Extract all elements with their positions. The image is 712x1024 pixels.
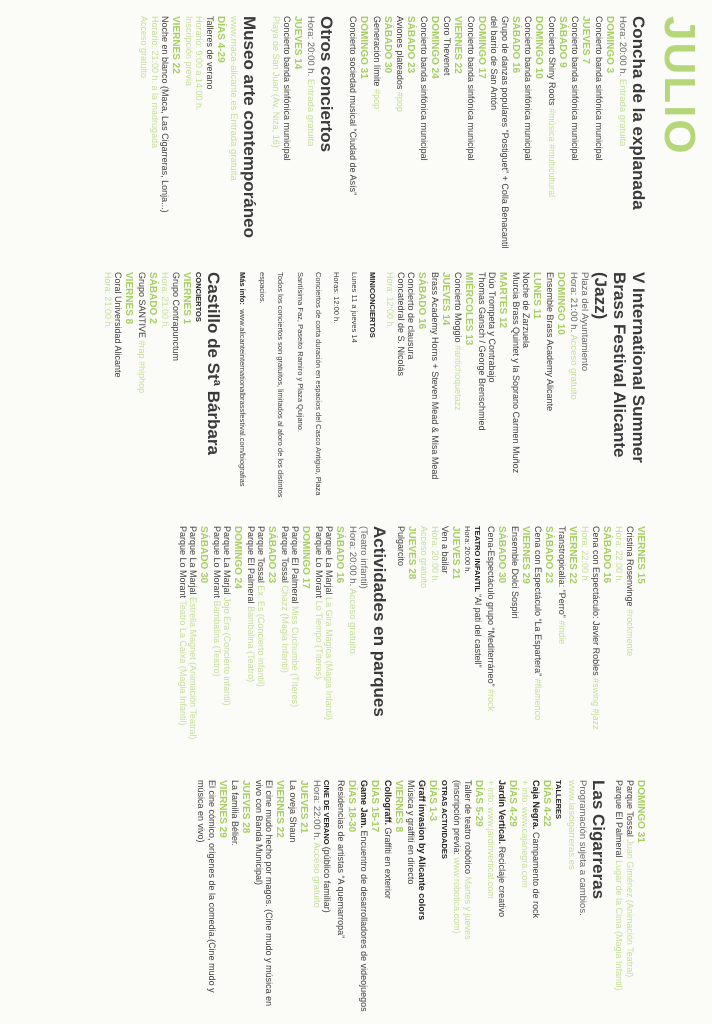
cine-entrada: Acceso gratuito — [311, 842, 322, 908]
event-tag: #pop — [372, 89, 382, 110]
event-text: La oveja Shaun — [288, 780, 298, 843]
event-day: DOMINGO 10 — [533, 16, 545, 79]
event-day: DOMINGO 24 — [429, 16, 440, 79]
event-text: Concierto banda sinfónica municipal — [523, 16, 534, 161]
free-note: Todos los conciertos son gratuitos, limitados al aforo de los distintos espacios. — [258, 272, 285, 498]
section-brass — [235, 272, 648, 508]
section-museo — [139, 16, 259, 252]
cigarreras-url[interactable]: www.lascigarreras.es — [566, 780, 577, 870]
event-tag: Lo Tiempo (Títeres) — [314, 600, 324, 680]
event-text: Cena con Espectáculo: Javier Robles — [591, 526, 601, 676]
cine-sub: (público familiar) — [322, 846, 333, 913]
event-day: DOMINGO 10 — [555, 272, 566, 335]
event-text: Grupo Contrapunctum — [171, 272, 181, 362]
mini-hora: Horas: 12:00 h. — [332, 272, 341, 324]
event-day: VIERNES 22 — [567, 526, 578, 584]
month-title: JULIO — [655, 16, 704, 156]
event-hora: Hora: 22:00 h. — [580, 526, 591, 584]
event-text: Ensemble Dolci Sospiri — [510, 526, 520, 619]
event-bold: Jardín Vertical. — [497, 780, 507, 845]
event-tag: Martes y jueves — [463, 876, 473, 940]
event-day: JUEVES 21 — [450, 526, 462, 580]
event-tag: #indie — [557, 620, 567, 645]
museo-sub: www.maca-alicante.es Entrada gratuita — [228, 16, 239, 181]
event-text: Parque El Palmeral — [246, 526, 256, 604]
info-label: Más info: — [238, 272, 247, 305]
otros-hora: Hora: 20:00 h. — [305, 16, 316, 77]
event-text: Concierto Shiny Roots — [547, 16, 557, 106]
event-text: Parque Lo Morant — [314, 526, 324, 599]
otros-entrada: Entrada gratuita — [305, 78, 316, 147]
event-text: Parque Lo Morant — [178, 526, 188, 599]
column-3 — [172, 526, 649, 762]
event-tag: Ex. Es (Concierto infantil) — [256, 585, 267, 687]
event-text: Grupo SANTIVE — [137, 272, 147, 339]
event-text: Concierto banda sinfónica municipal — [594, 16, 604, 161]
event-text: Parque La Marjal — [222, 526, 233, 595]
event-text: Parque El Palmeral — [614, 780, 625, 858]
cine-hora: Hora: 22:00 h. — [311, 780, 322, 841]
event-bold: Game Jam. — [359, 780, 370, 829]
event-text: (inscripción previa: — [452, 780, 463, 856]
event-detail: Inscripción previa — [184, 16, 194, 87]
event-text: Ven a bailar — [440, 526, 451, 574]
talleres-label: TALLERES — [554, 780, 563, 820]
brass-title: V International Summer Brass Festival Alicante (Jazz) — [591, 272, 648, 463]
event-day: VIERNES 29 — [520, 526, 531, 584]
event-tag: La Gira Mágica (Magia Infantil) — [324, 597, 335, 721]
event-day: DOMINGO 17 — [300, 526, 312, 589]
mini-title: MINICONCIERTOS — [368, 272, 377, 338]
event-place: Concatedral de S. Nicolás — [396, 272, 406, 377]
event-day: VIERNES 22 — [170, 16, 182, 74]
event-text: La familia Bélier. — [230, 780, 241, 847]
event-tag: Miss Cuchumbé (Títeres) — [290, 606, 301, 708]
event-text: Dúo Trompeta y Contrabajo — [487, 272, 498, 383]
column-1 — [133, 16, 648, 252]
event-detail: Horario: 21:00 h. a la madrugada — [150, 16, 160, 149]
event-text: Coral Universidad Alicante — [113, 272, 124, 378]
event-day: DÍAS 1-3 — [427, 780, 438, 822]
event-tag: #antichoquetazz — [453, 345, 464, 411]
concha-title: Concha de la explanada — [629, 16, 648, 210]
event-day: DÍAS 4-29 — [215, 16, 226, 63]
event-tag: #pop — [395, 91, 406, 112]
event-text: Parque La Marjal — [324, 526, 335, 595]
section-parques — [178, 526, 390, 762]
event-text: Concierto de clausura — [406, 272, 417, 360]
event-tag: #rap #hiphop — [137, 340, 147, 394]
event-hora: Hora: 21:00 h. — [103, 272, 113, 330]
column-4 — [190, 780, 648, 1016]
event-day: SÁBADO 30 — [198, 526, 210, 584]
event-tag: #flamenco — [533, 678, 544, 721]
event-day: DÍAS 5-29 — [473, 780, 484, 827]
event-day: DÍAS 18-30 — [346, 780, 357, 833]
cine-label: CINE DE VERANO — [322, 780, 332, 845]
event-text: Música y graffiti en directo — [406, 780, 417, 885]
event-tag: Lugar de la Cima (Magia Infantil) — [614, 860, 625, 991]
concha-hora: Hora: 20:00 h. — [617, 16, 628, 77]
event-text: Cristina Rosenvinge — [625, 526, 635, 607]
event-text: Concierto banda sinfónica municipal — [466, 16, 476, 161]
event-day: VIERNES 22 — [274, 780, 286, 838]
event-text: Parque Tossal — [256, 526, 267, 583]
otros-title: Otros conciertos — [317, 16, 336, 153]
event-tag: #música #multicultural — [547, 108, 557, 198]
column-2 — [97, 272, 649, 508]
event-text: Parque La Marjal — [188, 526, 199, 595]
section-otros — [271, 16, 336, 252]
castillo-title: Castillo de Stª Bárbara — [204, 272, 223, 455]
event-text: Parque Tossal — [625, 780, 635, 837]
event-tag: Juan Giménez (Animación Teatral) — [625, 839, 635, 978]
parques-hora: Hora: 20:00 h. — [347, 526, 359, 587]
event-text: Concierto banda sinfónica municipal — [419, 16, 429, 161]
event-text: Concierto banda sinfónica municipal — [570, 16, 581, 161]
event-day: VIERNES 22 — [452, 16, 464, 74]
event-text: Parque Lo Morant — [212, 526, 222, 599]
event-day: JUEVES 28 — [240, 780, 252, 834]
event-day: JUEVES 14 — [292, 16, 303, 70]
event-text: Concierto Moggio — [453, 272, 464, 343]
event-day: MIÉRCOLES 13 — [463, 272, 475, 346]
event-tag: + info: www.cajanegra.com — [520, 780, 531, 888]
event-day: SÁBADO 23 — [543, 526, 555, 584]
parques-sub: (Teatro infantil) — [358, 526, 370, 589]
event-tag: Estrella Magnet (Animación Teatral) — [188, 597, 199, 740]
cigarreras-sub: Programación sujeta a cambios. — [577, 780, 588, 916]
event-text: Concierto banda sinfónica municipal — [282, 16, 292, 161]
event-day: DOMINGO 31 — [358, 16, 370, 79]
event-text: Aviones plateados — [395, 16, 406, 90]
event-text: Talleres de verano — [205, 16, 215, 90]
event-text: El cine mudo hecho por magos. (Cine mudo y música en vivo con Banda Municipal) — [254, 780, 275, 1007]
event-tag: #rockmente — [625, 609, 635, 657]
section-castillo — [103, 272, 224, 508]
teatro-text: “Al pati del castell” — [473, 594, 483, 668]
mini-text: Conciertos de corta duración en espacios del Casco Antiguo, Plaza Santísima Faz, Paseito Ramiro y Plaza Quijano. — [296, 272, 323, 496]
event-detail: Horario: 9:00 a 14:00 h. — [194, 16, 205, 111]
event-tag: Teatro La Caixa (Magia Infantil) — [178, 600, 188, 726]
event-day: SÁBADO 9 — [557, 16, 568, 68]
brass-place: Plaza del Ayuntamiento — [579, 272, 590, 372]
brass-entrada: Acceso gratuito — [568, 334, 579, 400]
museo-title: Museo arte contemporáneo — [240, 16, 259, 238]
event-day: SÁBADO 30 — [496, 526, 508, 584]
event-text: Parque Tossal — [280, 526, 290, 583]
event-text: Noche de Zarzuela — [521, 272, 532, 349]
event-detail: Murcia Brass Quintet y la Soprano Carmen Muñoz — [511, 272, 521, 474]
event-text: Campamento de rock — [531, 832, 541, 919]
event-tag: + info: www.jardinvertical.com — [486, 780, 497, 899]
event-text: El cine cómico, orígenes de la comedia.(Cine mudo y música en vivo) — [196, 780, 217, 993]
event-hora: Hora: 20:00 h. — [430, 526, 440, 584]
otras-label: OTRAS ACTIVIDADES — [440, 780, 449, 859]
event-text: Brass Academy Horns + Steven Mead & Misa Mead — [430, 272, 440, 480]
event-bold: Caja Negra. — [531, 780, 541, 830]
event-day: SÁBADO 16 — [510, 16, 521, 74]
event-hora: Hora: 22:00 h. — [614, 526, 625, 584]
event-day: DOMINGO 17 — [476, 16, 487, 79]
event-day: DÍAS 4-29 — [507, 780, 518, 827]
event-text: Reciclaje creativo — [497, 846, 507, 918]
event-tag: Bambalina (Teatro) — [212, 600, 222, 677]
event-day: SÁBADO 16 — [601, 526, 612, 584]
event-day: JUEVES 14 — [440, 272, 451, 326]
event-day: LUNES 11 — [531, 272, 543, 320]
event-day: JUEVES 21 — [298, 780, 309, 834]
event-text: Cena con Espectáculo “La Espartera” — [533, 526, 544, 677]
event-bold: Graff invasion by Alicante colors — [417, 780, 427, 921]
event-text: Generación límite — [372, 16, 382, 87]
event-day: JUEVES 7 — [580, 16, 592, 64]
event-place: Playa de San Juan (Av. Niza, 16) — [271, 16, 282, 148]
event-day: DÍAS 15-17 — [369, 780, 381, 833]
event-day: SÁBADO 16 — [416, 272, 428, 330]
event-text: Grupo de danzas populares “Postiguet” + Colla Benacantil del barrio de San Antón — [489, 16, 510, 249]
event-text: Ensemble Brass Academy Alicante — [545, 272, 555, 412]
teatro-hora: Hora: 20:00 h. — [463, 526, 473, 574]
event-tag: Bambalina (Teatro) — [246, 606, 256, 683]
event-day: SÁBADO 30 — [382, 16, 393, 74]
section-cigarreras — [196, 780, 608, 1016]
event-tag: Chazz (Magia Infantil) — [280, 585, 290, 673]
event-tag: Jojo Era (Concierto infantil) — [222, 597, 233, 706]
event-bold: Collograff. — [383, 780, 393, 825]
event-day: DÍAS 4-22 — [541, 780, 552, 827]
event-day: VIERNES 15 — [635, 526, 646, 584]
event-day: VIERNES 8 — [123, 272, 135, 325]
event-detail: Acceso gratuito — [419, 526, 430, 589]
event-day: VIERNES 29 — [217, 780, 228, 838]
event-day: MARTES 12 — [497, 272, 509, 329]
event-day: VIERNES 8 — [393, 780, 404, 833]
event-text: Noche en blanco (Maca, Las Cigarreras, Lonja...) — [160, 16, 171, 213]
event-text: Pulgarcito — [396, 526, 406, 567]
event-text: Residencias de artistas “A quemarropa” — [336, 780, 346, 939]
info-link[interactable]: www.alicanteinternationalbrassfestival.com/biografias — [238, 309, 247, 487]
event-day: VIERNES 1 — [181, 272, 192, 325]
castillo-sub: CONCIERTOS — [194, 272, 203, 322]
event-day: SÁBADO 23 — [405, 16, 417, 74]
event-day: JUEVES 28 — [406, 526, 417, 580]
concha-entrada: Entrada gratuita — [617, 78, 628, 147]
event-text: Taller de teatro robótico — [463, 780, 473, 875]
event-text: Graffiti en exterior — [383, 827, 393, 899]
event-day: SÁBADO 23 — [266, 526, 278, 584]
event-day: SÁBADO 16 — [334, 526, 346, 584]
event-text: Encuentro de desarrolladores de videojuegos — [359, 830, 370, 1012]
teatro-label: TEATRO INFANTIL — [473, 526, 482, 592]
event-text: Concierto sociedad musical “Ciudad de Asís” — [348, 16, 359, 196]
event-day: DOMINGO 3 — [604, 16, 615, 74]
parques-title: Actividades en parques — [370, 526, 390, 717]
event-hora: Hora: 12:00 h. — [385, 272, 396, 330]
event-text: Transtropicalia: “Perro” — [557, 526, 567, 618]
event-day: DOMINGO 24 — [232, 526, 244, 589]
mini-date: Lunes 11 a jueves 14 — [350, 272, 359, 343]
parques-entrada: Acceso gratuito — [347, 588, 359, 654]
event-text: Cena-Espectáculo grupo “Mediterráneo” — [486, 526, 497, 687]
cigarreras-title: Las Cigarreras — [589, 780, 608, 900]
section-concha — [348, 16, 648, 252]
event-tag: #swing #jazz — [591, 678, 601, 730]
event-detail: Acceso gratuito — [139, 16, 150, 79]
event-day: SÁBADO 2 — [147, 272, 158, 324]
event-text: Parque El Palmeral — [290, 526, 301, 604]
event-hora: Hora: 21:00 h. — [160, 272, 171, 330]
brass-hora: Hora: 21:00 h. — [568, 272, 579, 333]
event-text: Coro Thevenet — [442, 16, 453, 76]
event-day: DOMINGO 31 — [635, 780, 646, 843]
event-tag: www.robotica.com) — [452, 857, 463, 934]
event-detail: Thomas Gansch / George Brenschmied — [477, 272, 487, 431]
event-tag: #rock — [486, 689, 497, 712]
